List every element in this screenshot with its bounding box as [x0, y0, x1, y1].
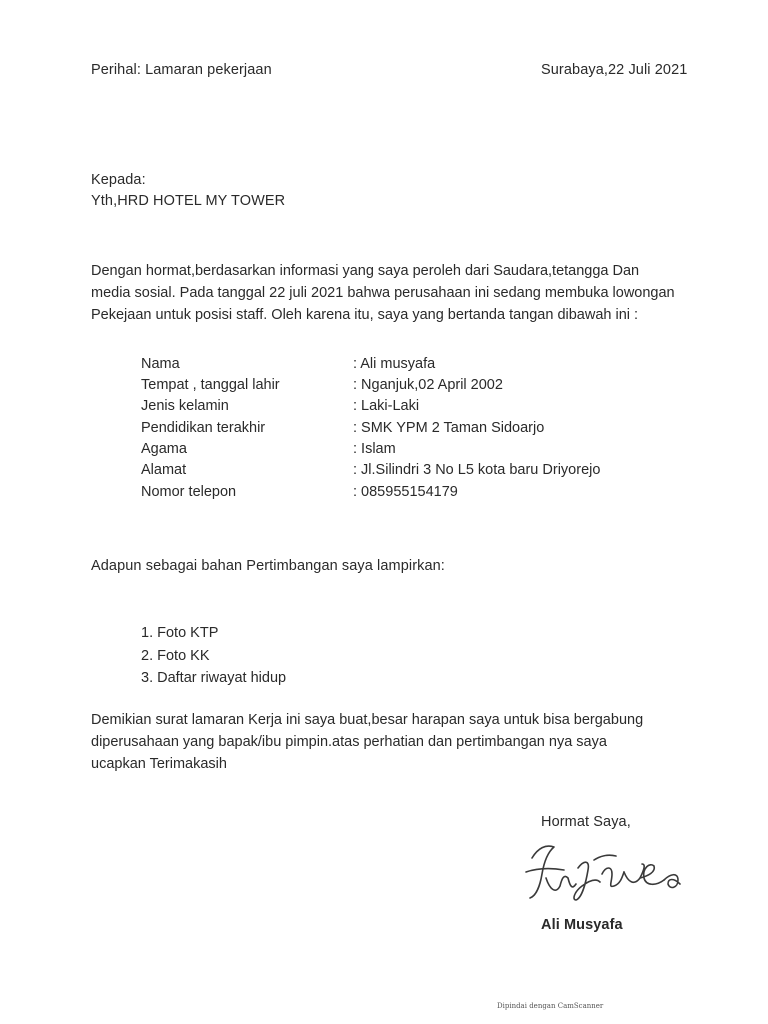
letter-subject: Perihal: Lamaran pekerjaan	[91, 62, 272, 78]
detail-value: : Ali musyafa	[353, 356, 436, 372]
detail-label: Nomor telepon	[141, 484, 237, 500]
detail-value: : Laki-Laki	[353, 398, 420, 414]
place-date: Surabaya,22 Juli 2021	[541, 62, 688, 78]
detail-row	[141, 441, 701, 462]
detail-value: : Nganjuk,02 April 2002	[353, 377, 503, 393]
detail-value: : 085955154179	[353, 484, 458, 500]
list-item: 2. Foto KK	[141, 647, 210, 664]
attachments-intro: Adapun sebagai bahan Pertimbangan saya lampirkan:	[91, 558, 445, 574]
detail-value: : Jl.Silindri 3 No L5 kota baru Driyorejo	[353, 462, 601, 478]
intro-paragraph	[91, 260, 741, 326]
signer-name: Ali Musyafa	[541, 917, 623, 933]
closing-paragraph	[91, 709, 741, 775]
intro-line: media sosial. Pada tanggal 22 juli 2021 bahwa perusahaan ini sedang membuka lowongan	[91, 285, 675, 301]
detail-label: Agama	[141, 441, 187, 457]
detail-value: : SMK YPM 2 Taman Sidoarjo	[353, 420, 545, 436]
closing-line: diperusahaan yang bapak/ibu pimpin.atas perhatian dan pertimbangan nya saya	[91, 734, 607, 750]
attachments-list	[141, 622, 286, 690]
list-item: 1. Foto KTP	[141, 625, 219, 641]
detail-label: Jenis kelamin	[141, 398, 229, 414]
detail-row	[141, 398, 701, 419]
detail-row	[141, 377, 701, 398]
intro-line: Pekejaan untuk posisi staff. Oleh karena itu, saya yang bertanda tangan dibawah ini :	[91, 307, 639, 323]
detail-row	[141, 356, 701, 377]
detail-label: Pendidikan terakhir	[141, 420, 266, 436]
detail-label: Tempat , tanggal lahir	[141, 377, 280, 393]
to-label: Kepada:	[91, 172, 146, 188]
detail-row	[141, 484, 701, 505]
closing-line: Demikian surat lamaran Kerja ini saya buat,besar harapan saya untuk bisa bergabung	[91, 712, 644, 728]
closing-line: ucapkan Terimakasih	[91, 756, 227, 772]
recipient: Yth,HRD HOTEL MY TOWER	[91, 193, 286, 209]
scanner-footer: Dipindai dengan CamScanner	[497, 1002, 604, 1010]
list-item: 3. Daftar riwayat hidup	[141, 670, 287, 686]
detail-label: Nama	[141, 356, 180, 372]
detail-label: Alamat	[141, 462, 187, 478]
regards-text: Hormat Saya,	[541, 814, 631, 830]
signature	[524, 838, 684, 908]
detail-value: : Islam	[353, 441, 396, 457]
detail-row	[141, 462, 701, 483]
intro-line: Dengan hormat,berdasarkan informasi yang saya peroleh dari Saudara,tetangga Dan	[91, 263, 640, 279]
detail-row	[141, 420, 701, 441]
